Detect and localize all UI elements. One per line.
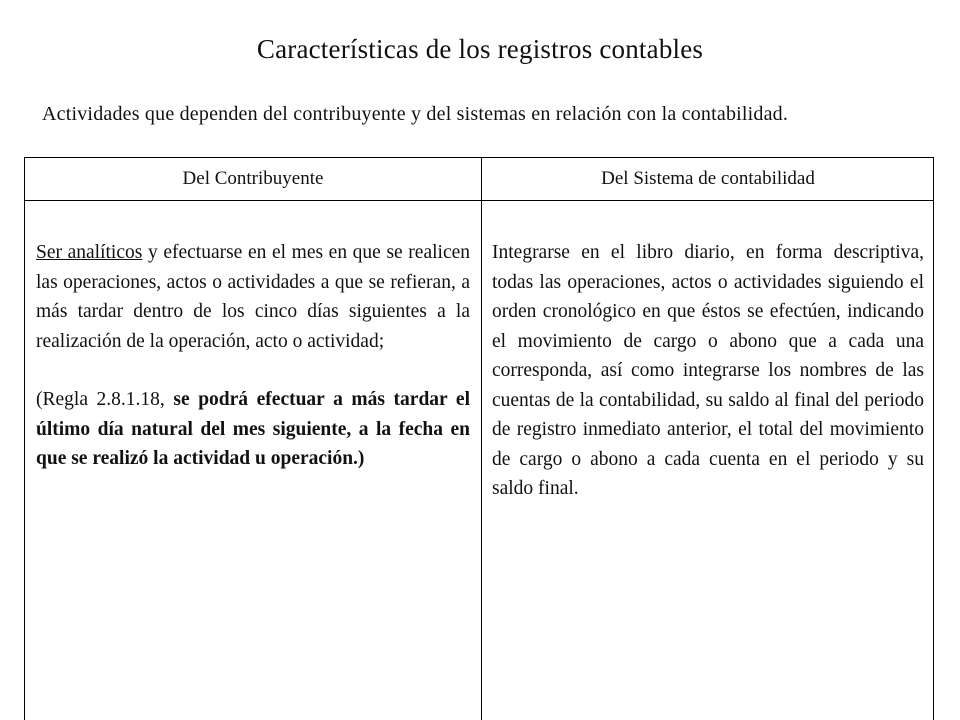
rule-bold-text: se podrá efectuar a más tardar el último día natural del mes siguiente, a la fecha en que se realizó la actividad u operación.)	[36, 389, 470, 469]
page-title: Características de los registros contables	[256, 34, 704, 64]
header-sistema: Del Sistema de contabilidad	[601, 168, 815, 189]
table-header-row	[25, 158, 933, 201]
contribuyente-paragraph-1	[36, 238, 470, 356]
contribuyente-text: y efectuarse en el mes en que se realicen las operaciones, actos o actividades a que se refieran, a más tardar dentro de los cinco días siguientes a la realización de la operación, acto o actividad;	[36, 242, 471, 352]
intro-paragraph: Actividades que dependen del contribuyente y del sistemas en relación con la contabilidad.	[42, 103, 789, 125]
underlined-term: Ser analíticos	[36, 242, 143, 263]
header-contribuyente: Del Contribuyente	[182, 168, 324, 189]
cell-sistema	[492, 238, 924, 504]
comparison-table	[24, 157, 934, 720]
cell-contribuyente	[36, 238, 470, 474]
column-divider	[481, 158, 482, 720]
contribuyente-paragraph-2	[36, 385, 470, 474]
rule-reference: (Regla 2.8.1.18,	[36, 389, 174, 410]
sistema-paragraph: Integrarse en el libro diario, en forma descriptiva, todas las operaciones, actos o actividades siguiendo el orden cronológico en que éstos se efectúen, indicando el movimiento de cargo o abono que a cada una corresponda, así como integrarse los nombres de las cuentas de la contabilidad, su saldo al final del periodo de registro inmediato anterior, el total del movimiento de cargo o abono a cada cuenta en el periodo y su saldo final.	[492, 242, 924, 499]
